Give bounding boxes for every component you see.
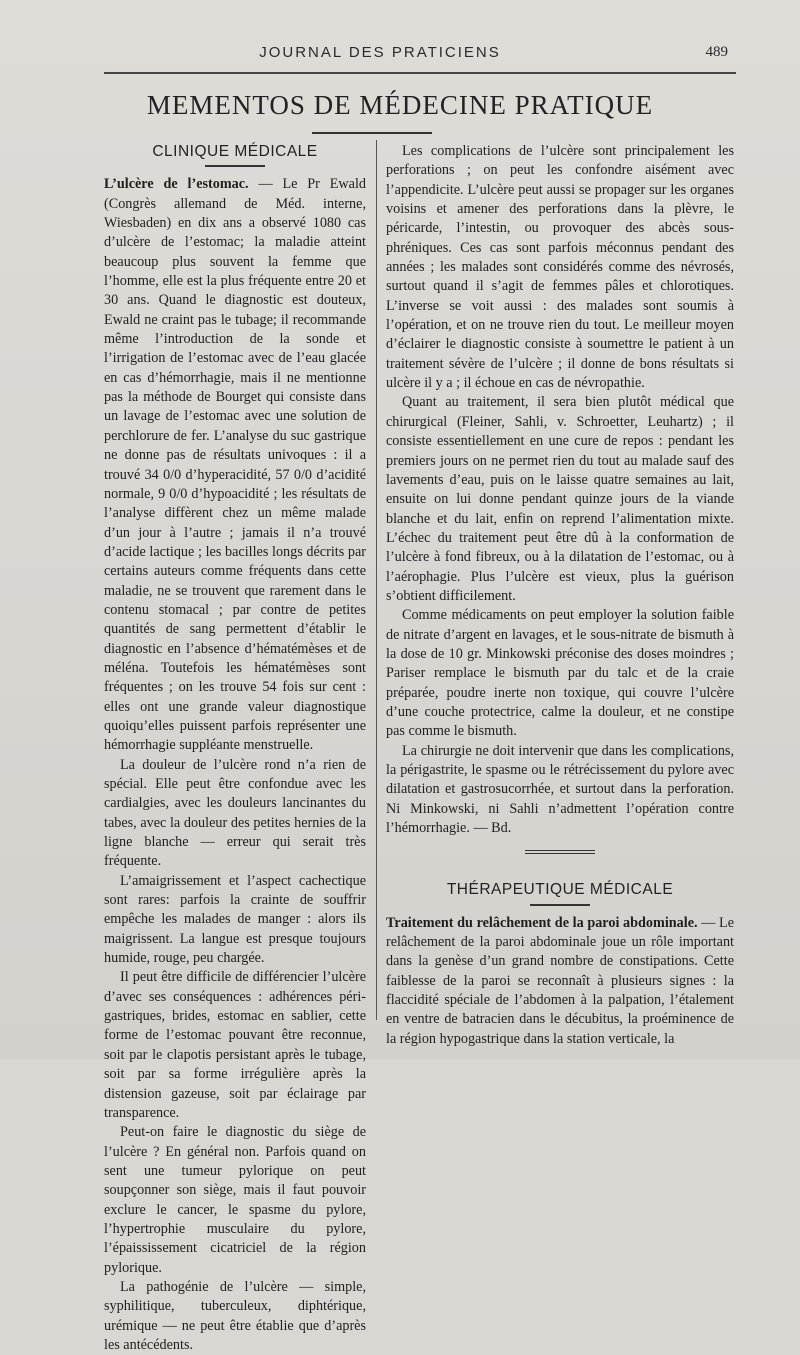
article-text: — Le relâchement de la paroi abdominale joue un rôle important dans la genèse d’un grand nombre de constipations. Cette faiblesse de la paroi se reconnaît à plusieurs signes : la flaccidité spéciale de l’abdomen à la palpation, l’étalement en ventre de batracien dans le décubitus, la proéminence de la région hypogastrique dans la station verticale, la: [386, 914, 734, 1047]
article-text: — Le Pr Ewald (Congrès allemand de Méd. interne, Wiesbaden) en dix ans a observé 1080 cas d’ulcère de l’estomac; la maladie atteint beaucoup plus souvent la femme que l’homme, elle est la plus fréquente entre 20 et 30 ans. Quand le diagnostic est douteux, Ewald ne craint pas le tubage; il recommande même l’introduction de la sonde et l’irrigation de l’estomac avec de l’eau glacée en cas d’hémorrhagie, mais il ne mentionne pas la méthode de Bourget qui consiste dans un lavage de l’estomac avec une solution de perchlorure de fer. L’analyse du suc gastrique ne donne pas de résultats univoques : il a trouvé 34 0/0 d’hyperacidité, 57 0/0 d’acidité normale, 9 0/0 d’hypoacidité ; les résultats de l’analyse diffèrent chez un même malade d’un jour à l’autre ; jamais il n’a trouvé d’acide lactique ; les bacilles longs décrits par certains auteurs comme fréquents dans cette maladie, ne se trouvent que rarement dans le contenu stomacal ; par contre de petites quantités de sang permettent d’établir le diagnostic en l’absence d’hématémèses et de méléna. Toutefois les hématémèses sont fréquentes ; on les trouve 54 fois sur cent : elles ont une grande valeur diagnostique quoiqu’elles puissent parfois représenter une hémorrhagie suppléante menstruelle.: [104, 176, 366, 754]
section-rule: [205, 165, 265, 167]
article-run-in-title: L’ulcère de l’estomac.: [104, 176, 249, 193]
journal-title: JOURNAL DES PRATICIENS: [259, 44, 501, 61]
article-paragraph: La douleur de l’ulcère rond n’a rien de spécial. Elle peut être confondue avec les cardialgies, avec les douleurs lancinantes du tabes, avec la douleur des petites hernies de la ligne blanche — erreur qui serait très fréquente.: [104, 756, 366, 870]
page-number: 489: [705, 44, 728, 60]
article-paragraph: Peut-on faire le diagnostic du siège de l’ulcère ? En général non. Parfois quand on sent une tumeur pylorique on peut soupçonner son siège, mais il faut pouvoir exclure le cancer, le spasme du pylore, l’hypertrophie musculaire du pylore, l’épaississement cicatriciel de la région pylorique.: [104, 1124, 366, 1276]
article-paragraph: Quant au traitement, il sera bien plutôt médical que chirurgical (Fleiner, Sahli, v. Schroetter, Leuhartz) ; il consiste essentiellement en une cure de repos : pendant les premiers jours on ne permet rien du tout au malade sauf des lavements d’eau, puis on le laisse quatre semaines au lait, ensuite on lui donne pendant quinze jours de la viande blanche et du lait, enfin on reprend l’alimentation mixte. L’échec du traitement peut être dû à la conformation de l’ulcère à fond fibreux, ou à la dilatation de l’estomac, ou à l’aérophagie. Plus l’ulcère est vieux, plus la guérison s’obtient difficilement.: [386, 394, 734, 604]
article-paragraph: La pathogénie de l’ulcère — simple, syphilitique, tuberculeux, diphtérique, urémique — ne peut être établie que d’après les antécédents.: [104, 1278, 366, 1353]
running-head: [0, 44, 800, 68]
right-column: [386, 142, 734, 1049]
article-run-in-title: Traitement du relâchement de la paroi abdominale.: [386, 914, 698, 931]
title-rule: [312, 132, 432, 134]
column-divider: [376, 140, 377, 1020]
article-end-rule: [525, 850, 595, 851]
article-paragraph: L’amaigrissement et l’aspect cachectique sont rares: parfois la crainte de souffrir empêche les malades de manger : alors ils maigrissent. La langue est presque toujours humide, rouge, peu chargée.: [104, 872, 366, 967]
article-paragraph: Il peut être difficile de différencier l’ulcère d’avec ses conséquences : adhérences péri-gastriques, brides, estomac en sablier, cette forme de l’estomac pouvant être reconnue, soit par le clapotis persistant après le tubage, soit par sa forme irrégulière après la distension gazeuse, soit par éclairage par transparence.: [104, 969, 366, 1121]
article-paragraph: [386, 914, 734, 1049]
article-paragraph: La chirurgie ne doit intervenir que dans les complications, la périgastrite, le spasme ou le rétrécissement du pylore avec dilatation et gastrosucorrhée, et surtout dans la perforation. Ni Minkowski, ni Sahli n’admettent l’opération contre l’hémorrhagie. — Bd.: [386, 742, 734, 837]
article-paragraph: Les complications de l’ulcère sont principalement les perforations ; on peut les confondre aisément avec l’appendicite. L’ulcère peut aussi se propager sur les organes voisins et amener des perforations dans la plèvre, le péricarde, l’intestin, ou provoquer des abcès sous-phréniques. Ces cas sont parfois méconnus pendant des années ; les malades sont considérés comme des névrosés, surtout quand il s’agit de femmes pâles et chlorotiques. L’inverse se voit aussi : des malades sont soumis à l’opération, et on ne trouve rien du tout. Le meilleur moyen d’éclairer le diagnostic consiste à soumettre le patient à un traitement sévère de l’ulcère ; il donne de bons résultats si ulcère il y a ; il échoue en cas de névropathie.: [386, 143, 734, 392]
article-paragraph: [104, 175, 366, 755]
section-heading-therapeutique: THÉRAPEUTIQUE MÉDICALE: [446, 881, 674, 899]
section-heading-clinique: CLINIQUE MÉDICALE: [152, 143, 318, 160]
article-paragraph: Comme médicaments on peut employer la solution faible de nitrate d’argent en lavages, et le sous-nitrate de bismuth à la dose de 10 gr. Minkowski préconise des doses moindres ; Pariser remplace le bismuth par du talc et de la craie préparée, poudre inerte non toxique, qui couvre l’ulcère d’une couche protectrice, calme la douleur, et ne constipe pas comme le bismuth.: [386, 607, 734, 740]
page-title: MEMENTOS DE MÉDECINE PRATIQUE: [146, 90, 654, 120]
section-rule: [530, 904, 590, 906]
header-rule: [104, 72, 736, 74]
article-end-rule: [525, 853, 595, 854]
left-column: [104, 142, 366, 1355]
